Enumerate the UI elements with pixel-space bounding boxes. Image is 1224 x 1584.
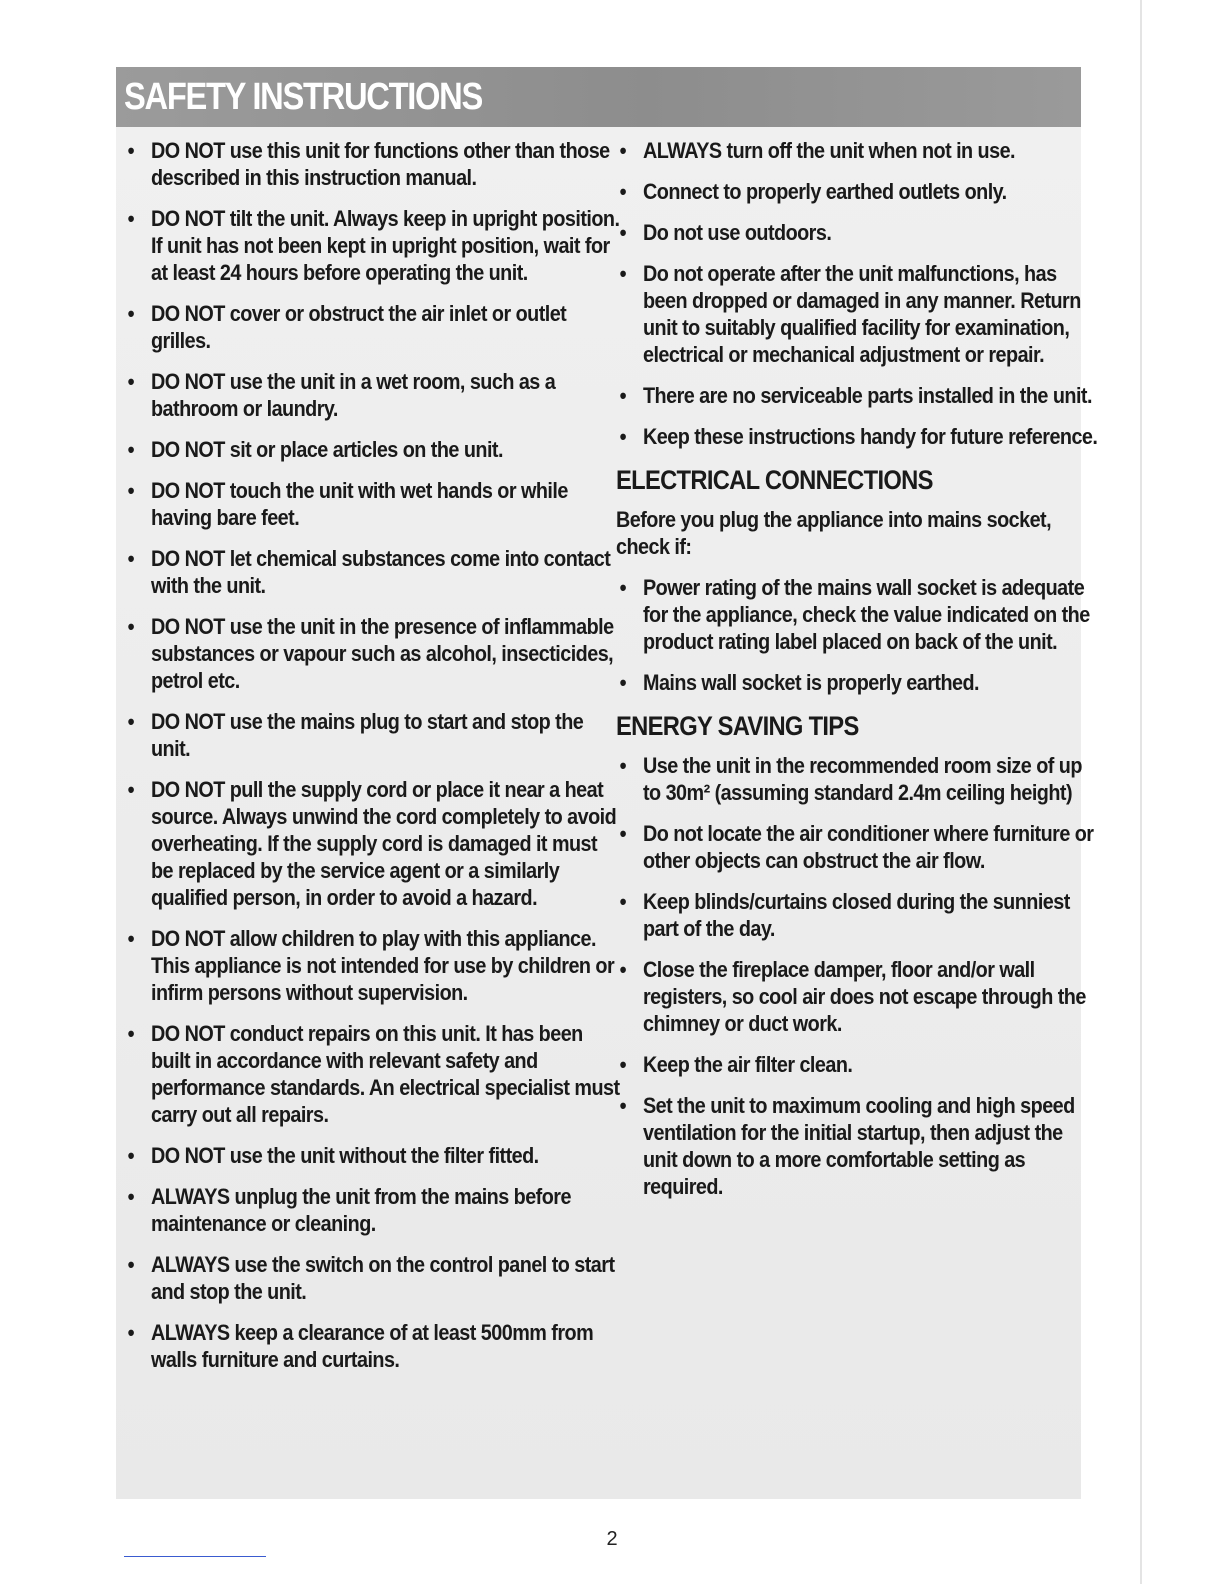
page-number: 2 xyxy=(606,1528,618,1550)
header-bar xyxy=(116,67,1081,127)
list-item: • Power rating of the mains wall socket is adequate for the appliance, check the value indicated on the product rating label placed on back of the unit. xyxy=(616,574,1098,655)
electrical-heading: ELECTRICAL CONNECTIONS xyxy=(616,465,933,495)
list-item: • Keep blinds/curtains closed during the sunniest part of the day. xyxy=(616,888,1098,942)
list-item: • DO NOT use the unit in the presence of inflammable substances or vapour such as alcohol, insecticides, petrol etc. xyxy=(124,613,621,694)
list-item: • DO NOT touch the unit with wet hands or while having bare feet. xyxy=(124,477,621,531)
left-column xyxy=(124,137,620,1387)
list-item: • DO NOT use the mains plug to start and stop the unit. xyxy=(124,708,621,762)
list-item: • DO NOT use the unit in a wet room, such as a bathroom or laundry. xyxy=(124,368,621,422)
list-item: • Do not locate the air conditioner where furniture or other objects can obstruct the air flow. xyxy=(616,820,1098,874)
list-item: • DO NOT allow children to play with this appliance. This appliance is not intended for use by children or infirm persons without supervision. xyxy=(124,925,621,1006)
energy-list xyxy=(616,752,1094,1200)
list-item: • ALWAYS keep a clearance of at least 500mm from walls furniture and curtains. xyxy=(124,1319,621,1373)
list-item: • Use the unit in the recommended room size of up to 30m² (assuming standard 2.4m ceiling height) xyxy=(616,752,1098,806)
list-item: • ALWAYS use the switch on the control panel to start and stop the unit. xyxy=(124,1251,621,1305)
electrical-list xyxy=(616,574,1090,696)
list-item: • DO NOT sit or place articles on the unit. xyxy=(124,436,621,463)
safety-list-left xyxy=(124,137,620,1373)
list-item: • DO NOT use the unit without the filter fitted. xyxy=(124,1142,621,1169)
energy-heading: ENERGY SAVING TIPS xyxy=(616,711,859,741)
list-item: • ALWAYS unplug the unit from the mains before maintenance or cleaning. xyxy=(124,1183,621,1237)
list-item: • DO NOT pull the supply cord or place it near a heat source. Always unwind the cord completely to avoid overheating. If the supply cord is damaged it must be replaced by the service agent or a similarly qualified person, in order to avoid a hazard. xyxy=(124,776,621,911)
list-item: • ALWAYS turn off the unit when not in use. xyxy=(616,137,1098,164)
footer-rule xyxy=(124,1556,266,1557)
list-item: • Set the unit to maximum cooling and high speed ventilation for the initial startup, then adjust the unit down to a more comfortable setting as required. xyxy=(616,1092,1098,1200)
list-item: • DO NOT conduct repairs on this unit. It has been built in accordance with relevant safety and performance standards. An electrical specialist must carry out all repairs. xyxy=(124,1020,621,1128)
page-title: SAFETY INSTRUCTIONS xyxy=(124,76,483,118)
list-item: • DO NOT let chemical substances come into contact with the unit. xyxy=(124,545,621,599)
list-item: • There are no serviceable parts installed in the unit. xyxy=(616,382,1098,409)
list-item: • Mains wall socket is properly earthed. xyxy=(616,669,1098,696)
list-item: • Keep these instructions handy for future reference. xyxy=(616,423,1098,450)
page-edge xyxy=(1140,0,1142,1584)
list-item: • Close the fireplace damper, floor and/or wall registers, so cool air does not escape through the chimney or duct work. xyxy=(616,956,1098,1037)
list-item: • Do not use outdoors. xyxy=(616,219,1098,246)
safety-panel xyxy=(116,67,1098,1499)
list-item: • DO NOT cover or obstruct the air inlet or outlet grilles. xyxy=(124,300,621,354)
right-column xyxy=(616,137,1098,1214)
safety-list-right xyxy=(616,137,1098,450)
electrical-intro: Before you plug the appliance into mains socket, check if: xyxy=(616,507,1052,559)
list-item: • Connect to properly earthed outlets only. xyxy=(616,178,1098,205)
list-item: • DO NOT tilt the unit. Always keep in upright position. If unit has not been kept in upright position, wait for at least 24 hours before operating the unit. xyxy=(124,205,621,286)
list-item: • Do not operate after the unit malfunctions, has been dropped or damaged in any manner. Return unit to suitably qualified facility for examination, electrical or mechanical adjustment or repair. xyxy=(616,260,1098,368)
list-item: • Keep the air filter clean. xyxy=(616,1051,1098,1078)
list-item: • DO NOT use this unit for functions other than those described in this instruction manual. xyxy=(124,137,621,191)
